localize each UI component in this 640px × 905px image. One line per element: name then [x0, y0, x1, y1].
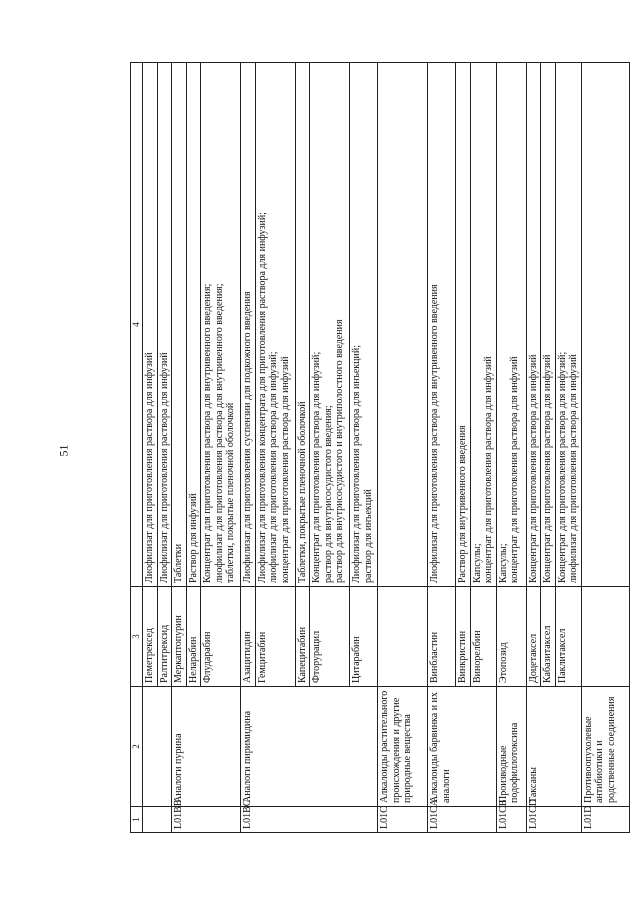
dosage-forms-cell: Раствор для внутривенного введения — [456, 63, 471, 587]
group-cell — [541, 687, 556, 807]
group-cell: Аналоги пурина — [172, 687, 187, 807]
drug-name-cell — [378, 587, 428, 687]
table-row — [456, 63, 471, 833]
group-cell — [456, 687, 471, 807]
rotated-table-container — [130, 63, 617, 833]
atc-code-cell — [143, 807, 158, 833]
dosage-forms-cell: Лиофилизат для приготовления раствора для инфузий — [157, 63, 172, 587]
drug-name-cell: Ралтитрексид — [157, 587, 172, 687]
table-row — [295, 63, 310, 833]
atc-code-cell — [470, 807, 496, 833]
group-cell — [295, 687, 310, 807]
atc-code-cell — [186, 807, 201, 833]
drug-name-cell: Цитарабин — [350, 587, 378, 687]
drug-name-cell: Азацитидин — [241, 587, 256, 687]
table-row — [350, 63, 378, 833]
table-body — [143, 63, 630, 833]
drug-name-cell: Этопозид — [496, 587, 526, 687]
dosage-forms-cell: Лиофилизат для приготовления концентрата для приготовления раствора для инфузий; лиофилизат для приготовления раствора для инфузий; концентрат для приготовления раствора для инфузий — [255, 63, 295, 587]
group-cell: Алкалоиды растительного происхождения и другие природные вещества — [378, 687, 428, 807]
drug-table — [130, 62, 630, 833]
column-header: 3 — [131, 587, 143, 687]
table-row — [172, 63, 187, 833]
table-row — [201, 63, 241, 833]
atc-code-cell — [295, 807, 310, 833]
dosage-forms-cell: Концентрат для приготовления раствора для внутривенного введения; лиофилизат для приготовления раствора для внутривенного введения; таблетки, покрытые пленочной оболочкой — [201, 63, 241, 587]
group-cell: Алкалоиды барвинка и их аналоги — [428, 687, 456, 807]
atc-code-cell: L01C — [378, 807, 428, 833]
atc-code-cell: L01BB — [172, 807, 187, 833]
drug-name-cell: Гемцитабин — [255, 587, 295, 687]
drug-name-cell: Меркаптопурин — [172, 587, 187, 687]
atc-code-cell: L01CB — [496, 807, 526, 833]
atc-code-cell: L01BC — [241, 807, 256, 833]
dosage-forms-cell: Лиофилизат для приготовления раствора для инъекций; раствор для инъекций — [350, 63, 378, 587]
atc-code-cell — [201, 807, 241, 833]
group-cell — [157, 687, 172, 807]
dosage-forms-cell: Лиофилизат для приготовления раствора для внутривенного введения — [428, 63, 456, 587]
group-cell: Производные подофиллотоксина — [496, 687, 526, 807]
drug-name-cell: Винорелбин — [470, 587, 496, 687]
dosage-forms-cell: Концентрат для приготовления раствора для инфузий; раствор для внутрисосудистого введения; раствор для внутрисосудистого и внутриполостного введения — [310, 63, 350, 587]
group-cell — [350, 687, 378, 807]
drug-name-cell: Паклитаксел — [555, 587, 581, 687]
table-row — [526, 63, 541, 833]
page-number: 51 — [56, 444, 71, 457]
dosage-forms-cell: Раствор для инфузий — [186, 63, 201, 587]
drug-name-cell: Фторурацил — [310, 587, 350, 687]
drug-name-cell: Винбластин — [428, 587, 456, 687]
column-header: 4 — [131, 63, 143, 587]
dosage-forms-cell: Таблетки — [172, 63, 187, 587]
table-row — [541, 63, 556, 833]
atc-code-cell — [157, 807, 172, 833]
atc-code-cell — [255, 807, 295, 833]
group-cell: Аналоги пиримидина — [241, 687, 256, 807]
column-header: 2 — [131, 687, 143, 807]
drug-name-cell: Флударабин — [201, 587, 241, 687]
table-row — [378, 63, 428, 833]
dosage-forms-cell — [378, 63, 428, 587]
dosage-forms-cell: Капсулы; концентрат для приготовления раствора для инфузий — [496, 63, 526, 587]
dosage-forms-cell: Таблетки, покрытые пленочной оболочкой — [295, 63, 310, 587]
atc-code-cell — [350, 807, 378, 833]
atc-code-cell: L01CA — [428, 807, 456, 833]
column-header: 1 — [131, 807, 143, 833]
dosage-forms-cell: Капсулы; концентрат для приготовления раствора для инфузий — [470, 63, 496, 587]
group-cell — [143, 687, 158, 807]
drug-name-cell: Доцетаксел — [526, 587, 541, 687]
dosage-forms-cell: Концентрат для приготовления раствора для инфузий — [541, 63, 556, 587]
table-row — [255, 63, 295, 833]
group-cell — [201, 687, 241, 807]
dosage-forms-cell: Концентрат для приготовления раствора для инфузий; лиофилизат для приготовления раствора для инфузий — [555, 63, 581, 587]
dosage-forms-cell: Лиофилизат для приготовления суспензии для подкожного введения — [241, 63, 256, 587]
table-row — [310, 63, 350, 833]
header-row — [131, 63, 143, 833]
group-cell — [310, 687, 350, 807]
drug-name-cell: Неларабин — [186, 587, 201, 687]
drug-name-cell: Кабазитаксел — [541, 587, 556, 687]
atc-code-cell — [555, 807, 581, 833]
table-row — [470, 63, 496, 833]
dosage-forms-cell: Лиофилизат для приготовления раствора для инфузий — [143, 63, 158, 587]
atc-code-cell — [456, 807, 471, 833]
group-cell — [555, 687, 581, 807]
dosage-forms-cell — [581, 63, 629, 587]
table-row — [581, 63, 629, 833]
drug-name-cell: Пеметрексед — [143, 587, 158, 687]
dosage-forms-cell: Концентрат для приготовления раствора для инфузий — [526, 63, 541, 587]
table-row — [143, 63, 158, 833]
atc-code-cell — [541, 807, 556, 833]
drug-name-cell: Капецитабин — [295, 587, 310, 687]
atc-code-cell: L01CD — [526, 807, 541, 833]
atc-code-cell: L01D — [581, 807, 629, 833]
table-row — [496, 63, 526, 833]
table-row — [186, 63, 201, 833]
atc-code-cell — [310, 807, 350, 833]
table-row — [428, 63, 456, 833]
drug-name-cell — [581, 587, 629, 687]
group-cell — [255, 687, 295, 807]
table-row — [555, 63, 581, 833]
group-cell: Противоопухолевые антибиотики и родственные соединения — [581, 687, 629, 807]
group-cell — [470, 687, 496, 807]
group-cell: Таксаны — [526, 687, 541, 807]
table-row — [157, 63, 172, 833]
drug-name-cell: Винкристин — [456, 587, 471, 687]
table-row — [241, 63, 256, 833]
group-cell — [186, 687, 201, 807]
